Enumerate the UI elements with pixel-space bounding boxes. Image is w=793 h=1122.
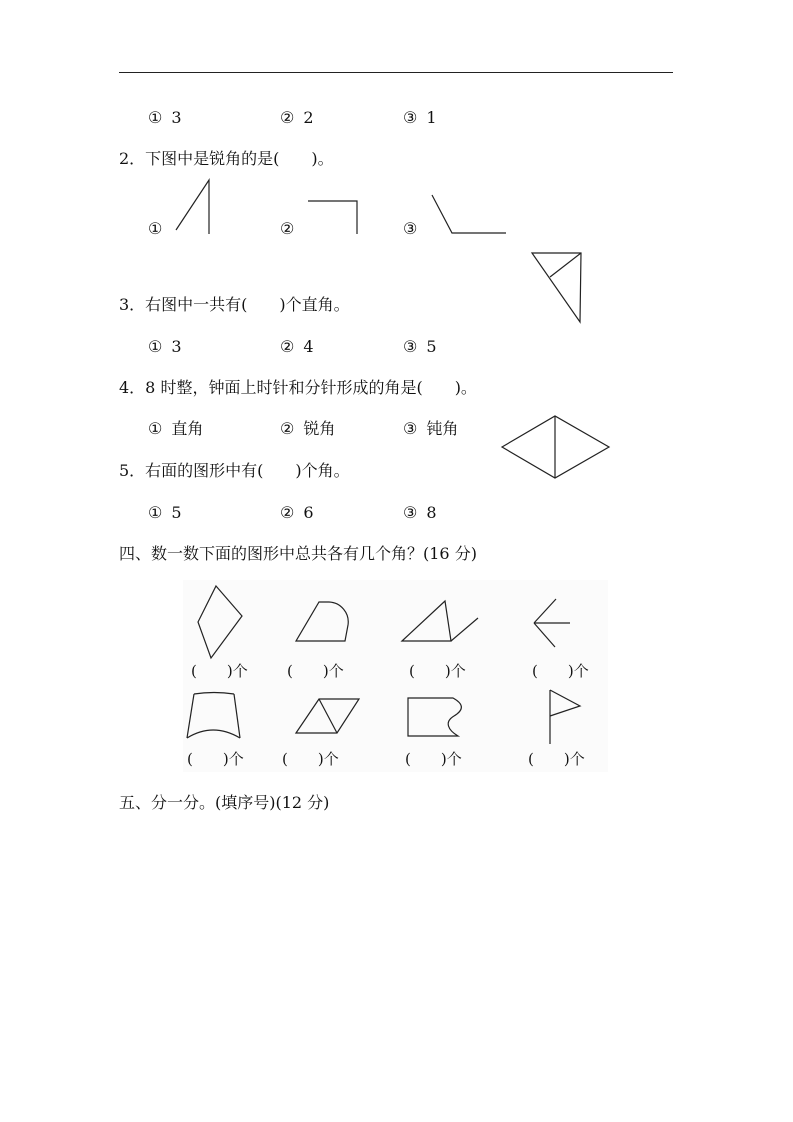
shape-3-blank[interactable]: ( )个: [409, 662, 466, 680]
q4-option-3[interactable]: ③ 钝角: [403, 419, 459, 438]
shape-1-kite: [192, 582, 250, 662]
header-rule: [119, 72, 673, 73]
q3-triangle-figure: [526, 247, 588, 327]
q2-key-3[interactable]: ③: [403, 219, 418, 238]
shape-7-wavy-rectangle: [404, 692, 468, 744]
q3-option-2[interactable]: ② 4: [280, 337, 314, 356]
q2-key-1[interactable]: ①: [148, 219, 163, 238]
q3-option-3[interactable]: ③ 5: [403, 337, 437, 356]
q3-stem: 3．右图中一共有( )个直角。: [119, 295, 350, 314]
q5-rhombus-figure: [498, 412, 614, 482]
q2-stem: 2．下图中是锐角的是( )。: [119, 149, 334, 168]
q4-option-2[interactable]: ② 锐角: [280, 419, 336, 438]
shape-6-blank[interactable]: ( )个: [282, 750, 339, 768]
q1-option-1[interactable]: ① 3: [148, 108, 182, 127]
shape-8-blank[interactable]: ( )个: [528, 750, 585, 768]
shape-5-blank[interactable]: ( )个: [187, 750, 244, 768]
q5-option-1[interactable]: ① 5: [148, 503, 182, 522]
shape-5-curved-trapezoid: [182, 688, 244, 742]
shape-3-triangle-line: [398, 596, 482, 646]
q2-angle-1-figure: [170, 176, 220, 238]
shape-4-rays: [526, 596, 574, 652]
q5-option-2[interactable]: ② 6: [280, 503, 314, 522]
q4-option-1[interactable]: ① 直角: [148, 419, 204, 438]
q3-option-1[interactable]: ① 3: [148, 337, 182, 356]
q4-stem: 4．8 时整，钟面上时针和分针形成的角是( )。: [119, 378, 477, 397]
q2-angle-3-figure: [426, 190, 510, 238]
shape-2-fan: [292, 596, 354, 646]
q2-key-2[interactable]: ②: [280, 219, 295, 238]
shape-1-blank[interactable]: ( )个: [191, 662, 248, 680]
shape-4-blank[interactable]: ( )个: [532, 662, 589, 680]
shape-2-blank[interactable]: ( )个: [287, 662, 344, 680]
section4-title: 四、数一数下面的图形中总共各有几个角？(16 分): [119, 544, 477, 563]
shape-8-flag: [536, 686, 588, 748]
shape-6-parallelogram: [292, 694, 366, 738]
shape-7-blank[interactable]: ( )个: [405, 750, 462, 768]
q1-option-2[interactable]: ② 2: [280, 108, 314, 127]
q1-option-3[interactable]: ③ 1: [403, 108, 437, 127]
q5-stem: 5．右面的图形中有( )个角。: [119, 461, 350, 480]
q5-option-3[interactable]: ③ 8: [403, 503, 437, 522]
section5-title: 五、分一分。(填序号)(12 分): [119, 793, 330, 812]
q2-angle-2-figure: [302, 196, 364, 238]
